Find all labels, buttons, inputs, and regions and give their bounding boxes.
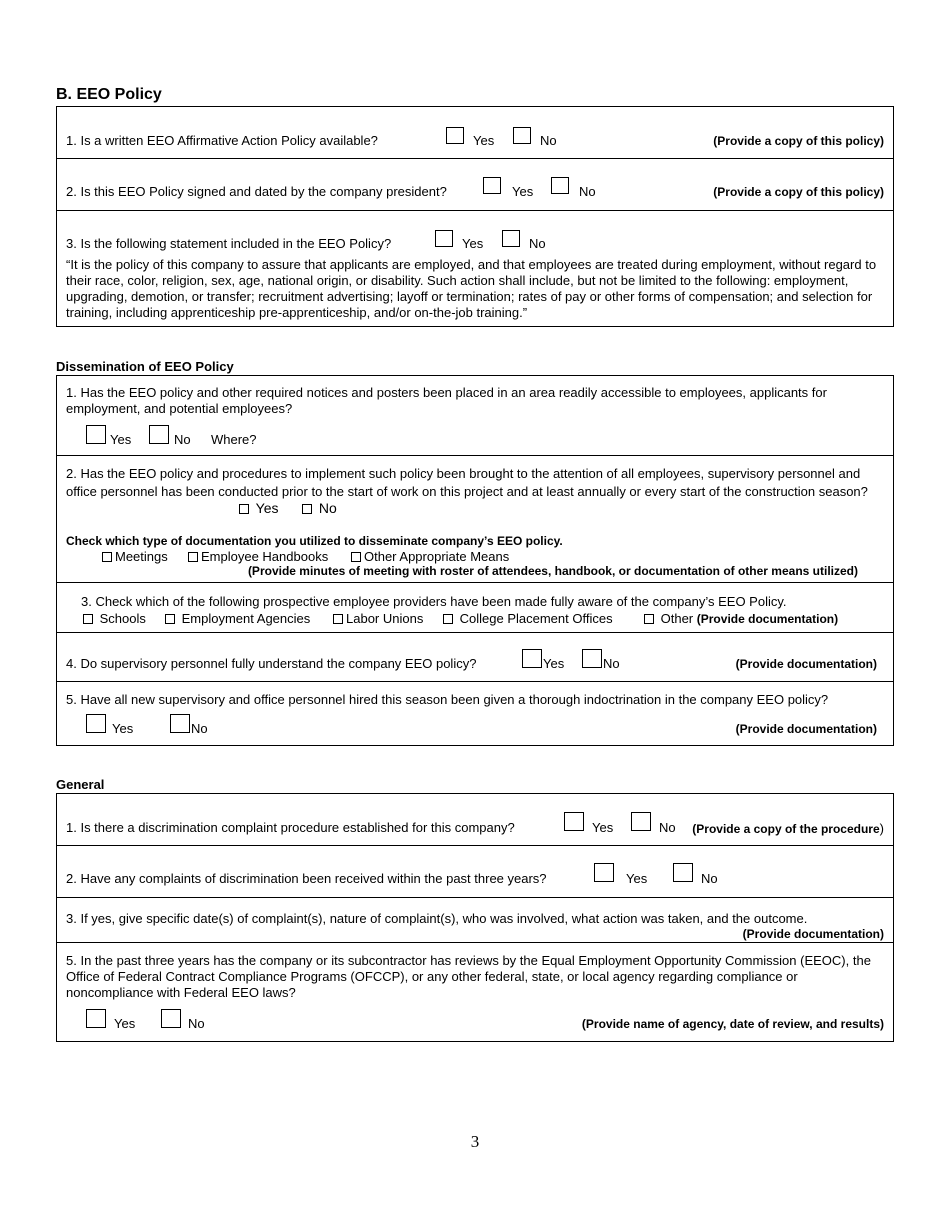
option-schools[interactable] xyxy=(83,611,146,626)
yes-checkbox[interactable] xyxy=(594,863,614,882)
option-meetings[interactable] xyxy=(102,549,168,564)
page-number: 3 xyxy=(470,1132,480,1151)
provide-note: (Provide minutes of meeting with roster of attendees, handbook, or documentation of other means utilized) xyxy=(247,564,858,578)
option-labor-unions[interactable] xyxy=(333,611,423,626)
option-label: College Placement Offices xyxy=(459,611,613,626)
no-label: No xyxy=(540,133,557,148)
yes-checkbox[interactable] xyxy=(239,504,249,514)
option-employment-agencies[interactable] xyxy=(165,611,310,626)
no-checkbox[interactable] xyxy=(302,504,312,514)
yes-label: Yes xyxy=(626,871,648,886)
provide-note: (Provide documentation) xyxy=(696,612,839,626)
option-label: Labor Unions xyxy=(346,611,424,626)
no-label: No xyxy=(174,432,191,447)
yes-checkbox[interactable] xyxy=(446,127,464,144)
yes-label: Yes xyxy=(512,184,534,199)
option-label: Employment Agencies xyxy=(181,611,311,626)
section-heading-eeo-policy: B. EEO Policy xyxy=(56,86,162,103)
yes-checkbox[interactable] xyxy=(483,177,501,194)
no-label: No xyxy=(701,871,718,886)
documentation-check-label: Check which type of documentation you utilized to disseminate company’s EEO policy. xyxy=(66,534,563,548)
question-text: 1. Is a written EEO Affirmative Action Policy available? xyxy=(66,133,378,148)
question-text: 1. Is there a discrimination complaint procedure established for this company? xyxy=(66,820,515,835)
general-q3-row xyxy=(57,898,893,943)
dissemination-q2-row xyxy=(57,456,893,583)
option-other-means[interactable] xyxy=(351,549,509,564)
yes-checkbox[interactable] xyxy=(564,812,584,831)
question-text: 4. Do supervisory personnel fully understand the company EEO policy? xyxy=(66,656,477,671)
schools-checkbox[interactable] xyxy=(83,614,93,624)
no-checkbox[interactable] xyxy=(149,425,169,444)
general-q1-row xyxy=(57,794,893,846)
no-checkbox[interactable] xyxy=(582,649,602,668)
dissemination-q5-row xyxy=(57,682,893,745)
college-checkbox[interactable] xyxy=(443,614,453,624)
no-label: No xyxy=(318,500,337,516)
dissemination-q3-row xyxy=(57,583,893,633)
question-text: 3. Is the following statement included in the EEO Policy? xyxy=(66,236,392,251)
yes-label: Yes xyxy=(592,820,614,835)
question-text: 3. If yes, give specific date(s) of complaint(s), nature of complaint(s), who was involved, what action was taken, and the outcome. xyxy=(66,911,808,926)
eeo-policy-q2-row xyxy=(57,159,893,211)
yes-checkbox[interactable] xyxy=(86,425,106,444)
yes-checkbox[interactable] xyxy=(86,714,106,733)
no-checkbox[interactable] xyxy=(502,230,520,247)
option-other[interactable] xyxy=(644,611,838,626)
yes-label: Yes xyxy=(112,721,134,736)
no-checkbox[interactable] xyxy=(673,863,693,882)
no-label: No xyxy=(191,721,208,736)
provide-note: (Provide documentation) xyxy=(735,722,877,736)
no-label: No xyxy=(579,184,596,199)
provide-note: (Provide documentation) xyxy=(742,927,884,941)
section-heading-general: General xyxy=(56,777,105,792)
yes-label: Yes xyxy=(462,236,484,251)
yes-option[interactable] xyxy=(239,500,278,516)
provide-note: (Provide name of agency, date of review, and results) xyxy=(581,1017,884,1031)
provide-note: (Provide a copy of this policy) xyxy=(713,134,884,148)
no-checkbox[interactable] xyxy=(631,812,651,831)
no-checkbox[interactable] xyxy=(170,714,190,733)
question-text: 5. Have all new supervisory and office personnel hired this season been given a thorough indoctrination in the company EEO policy? xyxy=(66,692,829,707)
yes-label: Yes xyxy=(110,432,132,447)
meetings-checkbox[interactable] xyxy=(102,552,112,562)
no-checkbox[interactable] xyxy=(513,127,531,144)
yes-label: Yes xyxy=(543,656,565,671)
general-q5-row xyxy=(57,943,893,1041)
provide-note: (Provide a copy of this policy) xyxy=(713,185,884,199)
provide-note: (Provide documentation) xyxy=(735,657,877,671)
option-label: Other Appropriate Means xyxy=(364,549,510,564)
yes-checkbox[interactable] xyxy=(435,230,453,247)
eeo-policy-table xyxy=(56,106,894,327)
general-q2-row xyxy=(57,846,893,898)
option-label: Other xyxy=(660,611,694,626)
section-heading-dissemination: Dissemination of EEO Policy xyxy=(56,359,234,374)
policy-statement: “It is the policy of this company to assure that applicants are employed, and that employees are treated during employment, without regard to their race, color, religion, sex, age, national origin, or disability. Such action shall include, but not be limited to the following: employment, upgrading, demotion, or transfer; recruitment advertising; layoff or termination; rates of pay or other forms of compensation; and selection for training, including apprenticeship pre-apprenticeship, and/or on-the-job training.” xyxy=(66,257,877,320)
dissemination-q1-row xyxy=(57,376,893,456)
unions-checkbox[interactable] xyxy=(333,614,343,624)
question-text: 2. Is this EEO Policy signed and dated by the company president? xyxy=(66,184,447,199)
where-label: Where? xyxy=(211,432,257,447)
no-label: No xyxy=(659,820,676,835)
eeo-policy-q3-row xyxy=(57,211,893,326)
option-college-placement[interactable] xyxy=(443,611,613,626)
agencies-checkbox[interactable] xyxy=(165,614,175,624)
provide-note: (Provide a copy of the procedure) xyxy=(692,821,884,836)
yes-label: Yes xyxy=(473,133,495,148)
option-label: Employee Handbooks xyxy=(201,549,329,564)
yes-label: Yes xyxy=(255,500,279,516)
question-text: 2. Has the EEO policy and procedures to implement such policy been brought to the attention of all employees, supervisory personnel and office personnel has been conducted prior to the start of work on this project and at least annually or every start of the construction season? xyxy=(66,466,868,499)
yes-checkbox[interactable] xyxy=(522,649,542,668)
question-text: 1. Has the EEO policy and other required notices and posters been placed in an area readily accessible to employees, applicants for employment, and potential employees? xyxy=(66,385,827,416)
no-option[interactable] xyxy=(302,500,337,516)
option-employee-handbooks[interactable] xyxy=(188,549,328,564)
yes-label: Yes xyxy=(114,1016,136,1031)
question-text: 3. Check which of the following prospective employee providers have been made fully aware of the company’s EEO Policy. xyxy=(81,594,787,609)
dissemination-table xyxy=(56,375,894,746)
general-table xyxy=(56,793,894,1042)
handbooks-checkbox[interactable] xyxy=(188,552,198,562)
no-checkbox[interactable] xyxy=(551,177,569,194)
dissemination-q4-row xyxy=(57,633,893,682)
no-checkbox[interactable] xyxy=(161,1009,181,1028)
question-text: 5. In the past three years has the company or its subcontractor has reviews by the Equal Employment Opportunity Commission (EEOC), the Office of Federal Contract Compliance Programs (OFCCP), or any other federal, state, or local agency regarding compliance or noncompliance with Federal EEO laws? xyxy=(66,953,871,1000)
option-label: Schools xyxy=(99,611,146,626)
option-label: Meetings xyxy=(115,549,168,564)
no-label: No xyxy=(529,236,546,251)
question-text: 2. Have any complaints of discrimination been received within the past three years? xyxy=(66,871,547,886)
yes-checkbox[interactable] xyxy=(86,1009,106,1028)
other-means-checkbox[interactable] xyxy=(351,552,361,562)
no-label: No xyxy=(603,656,620,671)
eeo-policy-q1-row xyxy=(57,107,893,159)
other-checkbox[interactable] xyxy=(644,614,654,624)
no-label: No xyxy=(188,1016,205,1031)
